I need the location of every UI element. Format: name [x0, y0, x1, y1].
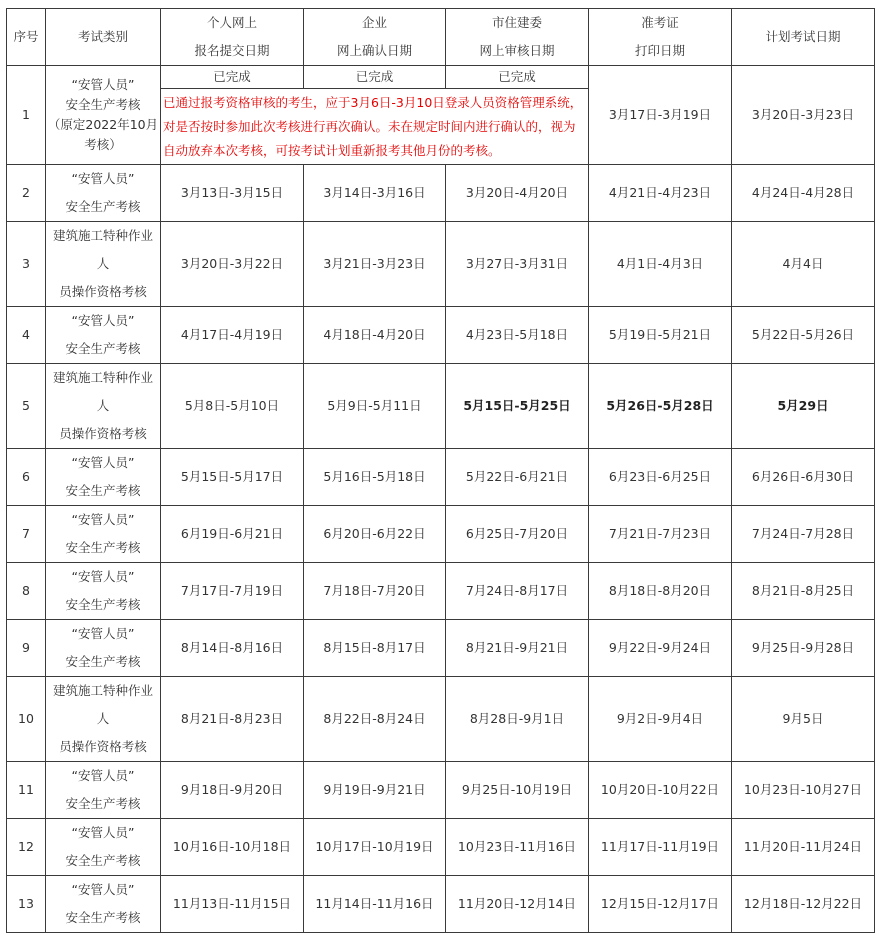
row-enterprise-date: 8月15日-8月17日 [304, 620, 446, 677]
row-enterprise-date: 6月20日-6月22日 [304, 506, 446, 563]
row-city-date: 6月25日-7月20日 [446, 506, 589, 563]
table-row [7, 563, 875, 620]
table-row [7, 364, 875, 449]
row-enterprise-date: 3月14日-3月16日 [304, 165, 446, 222]
row-seq: 8 [7, 563, 46, 620]
row-exam-date: 11月20日-11月24日 [732, 819, 875, 876]
reconfirm-notice: 已通过报考资格审核的考生，应于3月6日-3月10日登录人员资格管理系统，对是否按时参加此次考核进行再次确认。未在规定时间内进行确认的，视为自动放弃本次考核，可按考试计划重新报考其他月份的考核。 [161, 89, 589, 165]
table-row [7, 506, 875, 563]
row-personal-date: 6月19日-6月21日 [161, 506, 304, 563]
row-exam-date: 8月21日-8月25日 [732, 563, 875, 620]
header-row [7, 9, 875, 66]
row-enterprise-date: 5月9日-5月11日 [304, 364, 446, 449]
row1-status-enterprise: 已完成 [304, 66, 446, 89]
row-city-date: 4月23日-5月18日 [446, 307, 589, 364]
row-exam-date: 9月25日-9月28日 [732, 620, 875, 677]
row-exam-date: 5月29日 [732, 364, 875, 449]
row-admission-date: 9月22日-9月24日 [589, 620, 732, 677]
row-enterprise-date: 4月18日-4月20日 [304, 307, 446, 364]
row-exam-date: 4月4日 [732, 222, 875, 307]
row-category: 建筑施工特种作业人 员操作资格考核 [46, 677, 161, 762]
table-row [7, 677, 875, 762]
row-category: “安管人员” 安全生产考核 [46, 307, 161, 364]
row-category: “安管人员” 安全生产考核 [46, 819, 161, 876]
table-row [7, 222, 875, 307]
row-personal-date: 5月15日-5月17日 [161, 449, 304, 506]
row-admission-date: 12月15日-12月17日 [589, 876, 732, 933]
header-category: 考试类别 [46, 9, 161, 66]
row-seq: 4 [7, 307, 46, 364]
row-city-date: 3月20日-4月20日 [446, 165, 589, 222]
row-personal-date: 3月13日-3月15日 [161, 165, 304, 222]
row-seq: 9 [7, 620, 46, 677]
header-city: 市住建委 网上审核日期 [446, 9, 589, 66]
row-city-date: 7月24日-8月17日 [446, 563, 589, 620]
row-admission-date: 6月23日-6月25日 [589, 449, 732, 506]
row-personal-date: 11月13日-11月15日 [161, 876, 304, 933]
row-seq: 3 [7, 222, 46, 307]
row1-category: “安管人员” 安全生产考核 （原定2022年10月 考核） [46, 66, 161, 165]
table-row [7, 819, 875, 876]
row-admission-date: 4月21日-4月23日 [589, 165, 732, 222]
row-enterprise-date: 3月21日-3月23日 [304, 222, 446, 307]
row-seq: 5 [7, 364, 46, 449]
row-enterprise-date: 7月18日-7月20日 [304, 563, 446, 620]
row-personal-date: 8月21日-8月23日 [161, 677, 304, 762]
row1-status-personal: 已完成 [161, 66, 304, 89]
header-enterprise: 企业 网上确认日期 [304, 9, 446, 66]
row-admission-date: 5月19日-5月21日 [589, 307, 732, 364]
row-category: “安管人员” 安全生产考核 [46, 762, 161, 819]
table-row [7, 307, 875, 364]
row-city-date: 8月21日-9月21日 [446, 620, 589, 677]
row-seq: 12 [7, 819, 46, 876]
row-personal-date: 4月17日-4月19日 [161, 307, 304, 364]
exam-schedule-table [6, 8, 875, 933]
row-personal-date: 10月16日-10月18日 [161, 819, 304, 876]
row-personal-date: 9月18日-9月20日 [161, 762, 304, 819]
row-seq: 7 [7, 506, 46, 563]
row-category: “安管人员” 安全生产考核 [46, 620, 161, 677]
header-personal: 个人网上 报名提交日期 [161, 9, 304, 66]
row-city-date: 9月25日-10月19日 [446, 762, 589, 819]
row-city-date: 5月15日-5月25日 [446, 364, 589, 449]
row-exam-date: 5月22日-5月26日 [732, 307, 875, 364]
row-category: 建筑施工特种作业人 员操作资格考核 [46, 364, 161, 449]
row-exam-date: 6月26日-6月30日 [732, 449, 875, 506]
table-row [7, 449, 875, 506]
table-row [7, 66, 875, 89]
row-exam-date: 7月24日-7月28日 [732, 506, 875, 563]
row-personal-date: 8月14日-8月16日 [161, 620, 304, 677]
row-seq: 6 [7, 449, 46, 506]
row-city-date: 8月28日-9月1日 [446, 677, 589, 762]
row-enterprise-date: 8月22日-8月24日 [304, 677, 446, 762]
row-personal-date: 5月8日-5月10日 [161, 364, 304, 449]
row1-exam: 3月20日-3月23日 [732, 66, 875, 165]
row-seq: 11 [7, 762, 46, 819]
table-row [7, 876, 875, 933]
row-admission-date: 7月21日-7月23日 [589, 506, 732, 563]
header-seq: 序号 [7, 9, 46, 66]
row-admission-date: 10月20日-10月22日 [589, 762, 732, 819]
row-enterprise-date: 9月19日-9月21日 [304, 762, 446, 819]
row-city-date: 3月27日-3月31日 [446, 222, 589, 307]
row-city-date: 10月23日-11月16日 [446, 819, 589, 876]
table-row [7, 165, 875, 222]
row-enterprise-date: 5月16日-5月18日 [304, 449, 446, 506]
row-personal-date: 7月17日-7月19日 [161, 563, 304, 620]
row-enterprise-date: 10月17日-10月19日 [304, 819, 446, 876]
row-exam-date: 10月23日-10月27日 [732, 762, 875, 819]
header-exam: 计划考试日期 [732, 9, 875, 66]
row-category: “安管人员” 安全生产考核 [46, 165, 161, 222]
row-admission-date: 4月1日-4月3日 [589, 222, 732, 307]
row-personal-date: 3月20日-3月22日 [161, 222, 304, 307]
row1-seq: 1 [7, 66, 46, 165]
row-admission-date: 5月26日-5月28日 [589, 364, 732, 449]
row-exam-date: 9月5日 [732, 677, 875, 762]
table-row [7, 620, 875, 677]
row-exam-date: 4月24日-4月28日 [732, 165, 875, 222]
row-category: “安管人员” 安全生产考核 [46, 563, 161, 620]
row-admission-date: 9月2日-9月4日 [589, 677, 732, 762]
row-admission-date: 11月17日-11月19日 [589, 819, 732, 876]
row1-admission: 3月17日-3月19日 [589, 66, 732, 165]
row-category: “安管人员” 安全生产考核 [46, 506, 161, 563]
row-seq: 2 [7, 165, 46, 222]
table-row [7, 762, 875, 819]
row-category: “安管人员” 安全生产考核 [46, 449, 161, 506]
row-city-date: 11月20日-12月14日 [446, 876, 589, 933]
row-exam-date: 12月18日-12月22日 [732, 876, 875, 933]
row-category: 建筑施工特种作业人 员操作资格考核 [46, 222, 161, 307]
row-category: “安管人员” 安全生产考核 [46, 876, 161, 933]
row-seq: 10 [7, 677, 46, 762]
row-city-date: 5月22日-6月21日 [446, 449, 589, 506]
row1-status-city: 已完成 [446, 66, 589, 89]
header-admission: 准考证 打印日期 [589, 9, 732, 66]
row-seq: 13 [7, 876, 46, 933]
row-enterprise-date: 11月14日-11月16日 [304, 876, 446, 933]
row-admission-date: 8月18日-8月20日 [589, 563, 732, 620]
